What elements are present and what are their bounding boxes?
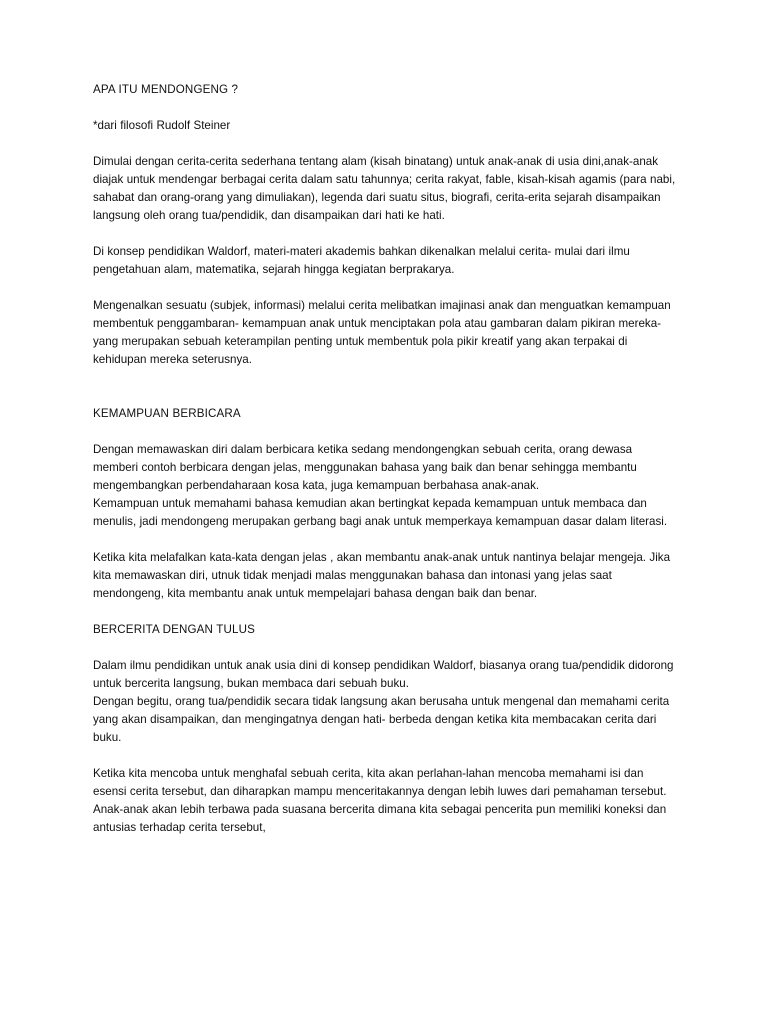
spacer bbox=[93, 639, 678, 657]
paragraph-berbicara-a: Dengan memawaskan diri dalam berbicara ketika sedang mendongengkan sebuah cerita, orang dewasa memberi contoh berbicara dengan jelas, menggunakan bahasa yang baik dan benar sehingga membantu mengembangkan perbendaharaan kosa kata, juga kemampuan berbahasa anak-anak. bbox=[93, 443, 641, 492]
page-title: APA ITU MENDONGENG ? bbox=[93, 83, 239, 96]
paragraph-waldorf: Di konsep pendidikan Waldorf, materi-materi akademis bahkan dikenalkan melalui cerita- mulai dari ilmu pengetahuan alam, matematika, sejarah hingga kegiatan berprakarya. bbox=[93, 245, 634, 276]
spacer bbox=[93, 423, 678, 441]
paragraph-tulus-b: Dengan begitu, orang tua/pendidik secara tidak langsung akan berusaha untuk mengenal dan memahami cerita yang akan disampaikan, dan mengingatnya dengan hati- berbeda dengan ketika kita membacakan cerita dari buku. bbox=[93, 695, 673, 744]
paragraph-menghafal: Ketika kita mencoba untuk menghafal sebuah cerita, kita akan perlahan-lahan mencoba memahami isi dan esensi cerita tersebut, dan diharapkan mampu menceritakannya dengan lebih luwes dari pemahaman tersebut. Anak-anak akan lebih terbawa pada suasana bercerita dimana kita sebagai pencerita pun memiliki koneksi dan antusias terhadap cerita tersebut, bbox=[93, 767, 670, 834]
spacer bbox=[93, 279, 678, 297]
spacer bbox=[93, 747, 678, 765]
spacer bbox=[93, 135, 678, 153]
paragraph-melafalkan: Ketika kita melafalkan kata-kata dengan jelas , akan membantu anak-anak untuk nantinya belajar mengeja. Jika kita memawaskan diri, utnuk tidak menjadi malas menggunakan bahasa dan intonasi yang jelas saat mendongeng, kita membantu anak untuk mempelajari bahasa dengan baik dan benar. bbox=[93, 551, 674, 600]
spacer bbox=[93, 99, 678, 117]
spacer bbox=[93, 531, 678, 549]
paragraph-intro: Dimulai dengan cerita-cerita sederhana tentang alam (kisah binatang) untuk anak-anak di usia dini,anak-anak diajak untuk mendengar berbagai cerita dalam satu tahunnya; cerita rakyat, fable, kisah-kisah agamis (para nabi, sahabat dan orang-orang yang dimuliakan), legenda dari suatu situs, biografi, cerita-erita sejarah disampaikan langsung oleh orang tua/pendidik, dan disampaikan dari hati ke hati. bbox=[93, 155, 679, 222]
spacer bbox=[93, 603, 678, 621]
paragraph-imajinasi: Mengenalkan sesuatu (subjek, informasi) melalui cerita melibatkan imajinasi anak dan menguatkan kemampuan membentuk penggambaran- kemampuan anak untuk menciptakan pola atau gambaran dalam pikiran mereka- yang merupakan sebuah keterampilan penting untuk membentuk pola pikir kreatif yang akan terpakai di kehidupan mereka seterusnya. bbox=[93, 299, 675, 366]
paragraph-tulus-a: Dalam ilmu pendidikan untuk anak usia dini di konsep pendidikan Waldorf, biasanya orang tua/pendidik didorong untuk bercerita langsung, bukan membaca dari sebuah buku. bbox=[93, 659, 677, 690]
spacer bbox=[93, 369, 678, 405]
section-heading-kemampuan-berbicara: KEMAMPUAN BERBICARA bbox=[93, 407, 241, 420]
spacer bbox=[93, 225, 678, 243]
document-text-column bbox=[93, 81, 678, 837]
paragraph-berbicara-b: Kemampuan untuk memahami bahasa kemudian akan bertingkat kepada kemampuan untuk membaca dan menulis, jadi mendongeng merupakan gerbang bagi anak untuk memperkaya kemampuan dasar dalam literasi. bbox=[93, 497, 668, 528]
section-heading-bercerita-dengan-tulus: BERCERITA DENGAN TULUS bbox=[93, 623, 255, 636]
attribution-line: *dari filosofi Rudolf Steiner bbox=[93, 119, 231, 132]
